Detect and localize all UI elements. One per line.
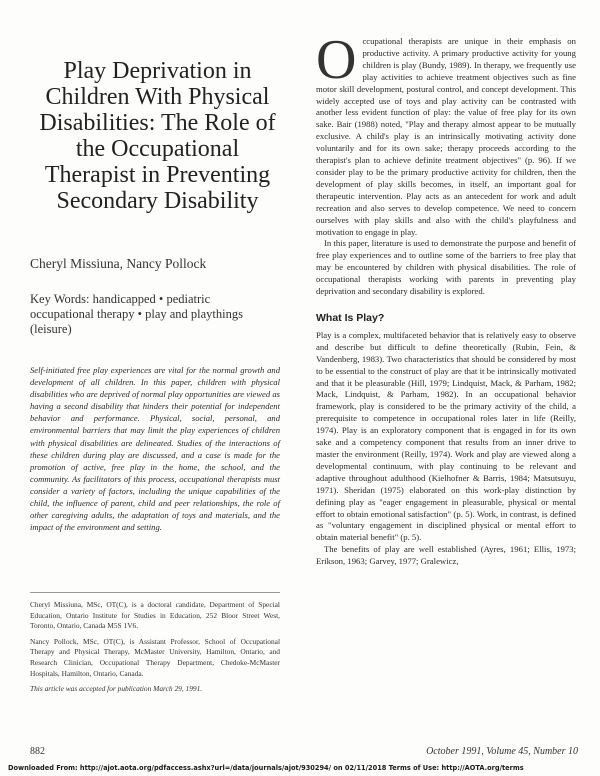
drop-cap: O [316, 29, 357, 91]
title-line: Therapist in Preventing [44, 162, 271, 188]
divider [30, 592, 280, 593]
issue-info: October 1991, Volume 45, Number 10 [426, 746, 578, 757]
intro-paragraph: ccupational therapists are unique in their emphasis on productive activity. A primary productive activity for young children is play (Bundy, 1989). In therapy, we frequently use play activities to achieve treatment objectives such as fine motor skill development, postural control, and concept development. This widely accepted use of toys and play activity can be contrasted with another less evident function of play: the value of free play for its own sake. Bair (1988) noted, "Play and therapy almost appear to be mutually exclusive. A child's play is an intrinsically motivating activity done voluntarily and for its own sake; therapy proceeds according to the therapist's plan to achieve definite treatment objectives" (p. 96). If we consider play to be the primary productive activity for children, then the development of play skills becomes, in itself, an important goal for therapeutic intervention. Play acts as an antecedent for work and adult recreation and also serves to develop competence. We need to concern ourselves with play skills and also with the child's playfulness and motivation to engage in play. [316, 36, 576, 237]
affiliation-pollock: Nancy Pollock, MSc, OT(C), is Assistant Professor, School of Occupational Therapy and Physical Therapy, McMaster University, Hamilton, Ontario, and Research Clinician, Occupational Therapy Department, Chedoke-McMaster Hospitals, Hamilton, Ontario, Canada. [30, 636, 280, 678]
page-number: 882 [30, 746, 45, 757]
article-title [30, 58, 285, 214]
abstract: Self-initiated free play experiences are vital for the normal growth and development of all children. In this paper, children with physical disabilities who are deprived of normal play opportunities are viewed as having a second disability that hinders their potential for independent behavior and performance. Physical, social, personal, and environmental barriers that may limit the play experiences of children with physical disabilities are delineated. Studies of the interactions of these children during play are discussed, and a case is made for the promotion of active, free play in the home, the school, and the community. As facilitators of this process, occupational therapists must consider a variety of factors, including the unique capabilities of the child, the influence of parent, child and peer relationships, the role of other caregiving adults, the adaptation of toys and materials, and the impact of the environment and setting. [30, 365, 280, 533]
section-heading: What Is Play? [316, 311, 385, 324]
title-line: Secondary Disability [56, 188, 259, 214]
author-affiliations [30, 600, 280, 700]
body-paragraph: Play is a complex, multifaceted behavior that is relatively easy to observe and describe but difficult to define theoretically (Rubin, Fein, & Vandenberg, 1983). Two characteristics that should be considered by most to be essential to the construct of play are that it be intrinsically motivated and that it be pleasurable (Hill, 1979; Lindquist, Mack, & Parham, 1982; Mack, Lindquist, & Parham, 1982). In an occupational behavior framework, play is considered to be the primary activity of the child, a prerequisite to competence in occupational roles later in life (Reilly, 1974). Play is an exploratory component that is engaged in for its own sake and a competency component that results from an inner drive to master the environment (Reilly, 1974). Work and play are viewed along a developmental continuum, with play continuing to be relevant and adaptive throughout adulthood (Kielhofner & Barris, 1984; Matsutsuyu, 1971). Sheridan (1975) elaborated on this work-play distinction by defining play as "eager engagement in pleasurable, physical or mental effort to obtain emotional satisfaction" (p. 5). Work, in contrast, is defined as "voluntary engagement in disciplined physical or mental effort to obtain material benefit" (p. 5). [316, 329, 576, 543]
download-notice: Downloaded From: http://ajot.aota.org/pdfaccess.ashx?url=/data/journals/ajot/930294/ on 02/11/2018 Terms of Use: http://AOTA.org/terms [8, 764, 524, 772]
acceptance-note: This article was accepted for publication March 29, 1991. [30, 684, 203, 694]
key-words: Key Words: handicapped • pediatric occupational therapy • play and playthings (leisure) [30, 292, 243, 336]
body-column [316, 29, 576, 568]
title-line: the Occupational [75, 136, 240, 162]
affiliation-missiuna: Cheryl Missiuna, MSc, OT(C), is a doctoral candidate, Department of Special Education, Ontario Institute for Studies in Education, 252 Bloor Street West, Toronto, Ontario, Canada M5S 1V6. [30, 600, 280, 631]
title-line: Children With Physical [45, 84, 270, 110]
intro-paragraph: In this paper, literature is used to demonstrate the purpose and benefit of free play experiences and to outline some of the barriers to free play that may be encountered by children with physical disabilities. The role of occupational therapists working with parents in preventing play deprivation and secondary disability is explored. [316, 238, 576, 297]
title-block [30, 58, 285, 214]
author-names: Cheryl Missiuna, Nancy Pollock [30, 256, 207, 271]
body-paragraph: The benefits of play are well established (Ayres, 1961; Ellis, 1973; Erikson, 1963; Garvey, 1977; Gralewicz, [316, 544, 576, 567]
title-line: Play Deprivation in [63, 58, 252, 84]
title-line: Disabilities: The Role of [39, 110, 276, 136]
